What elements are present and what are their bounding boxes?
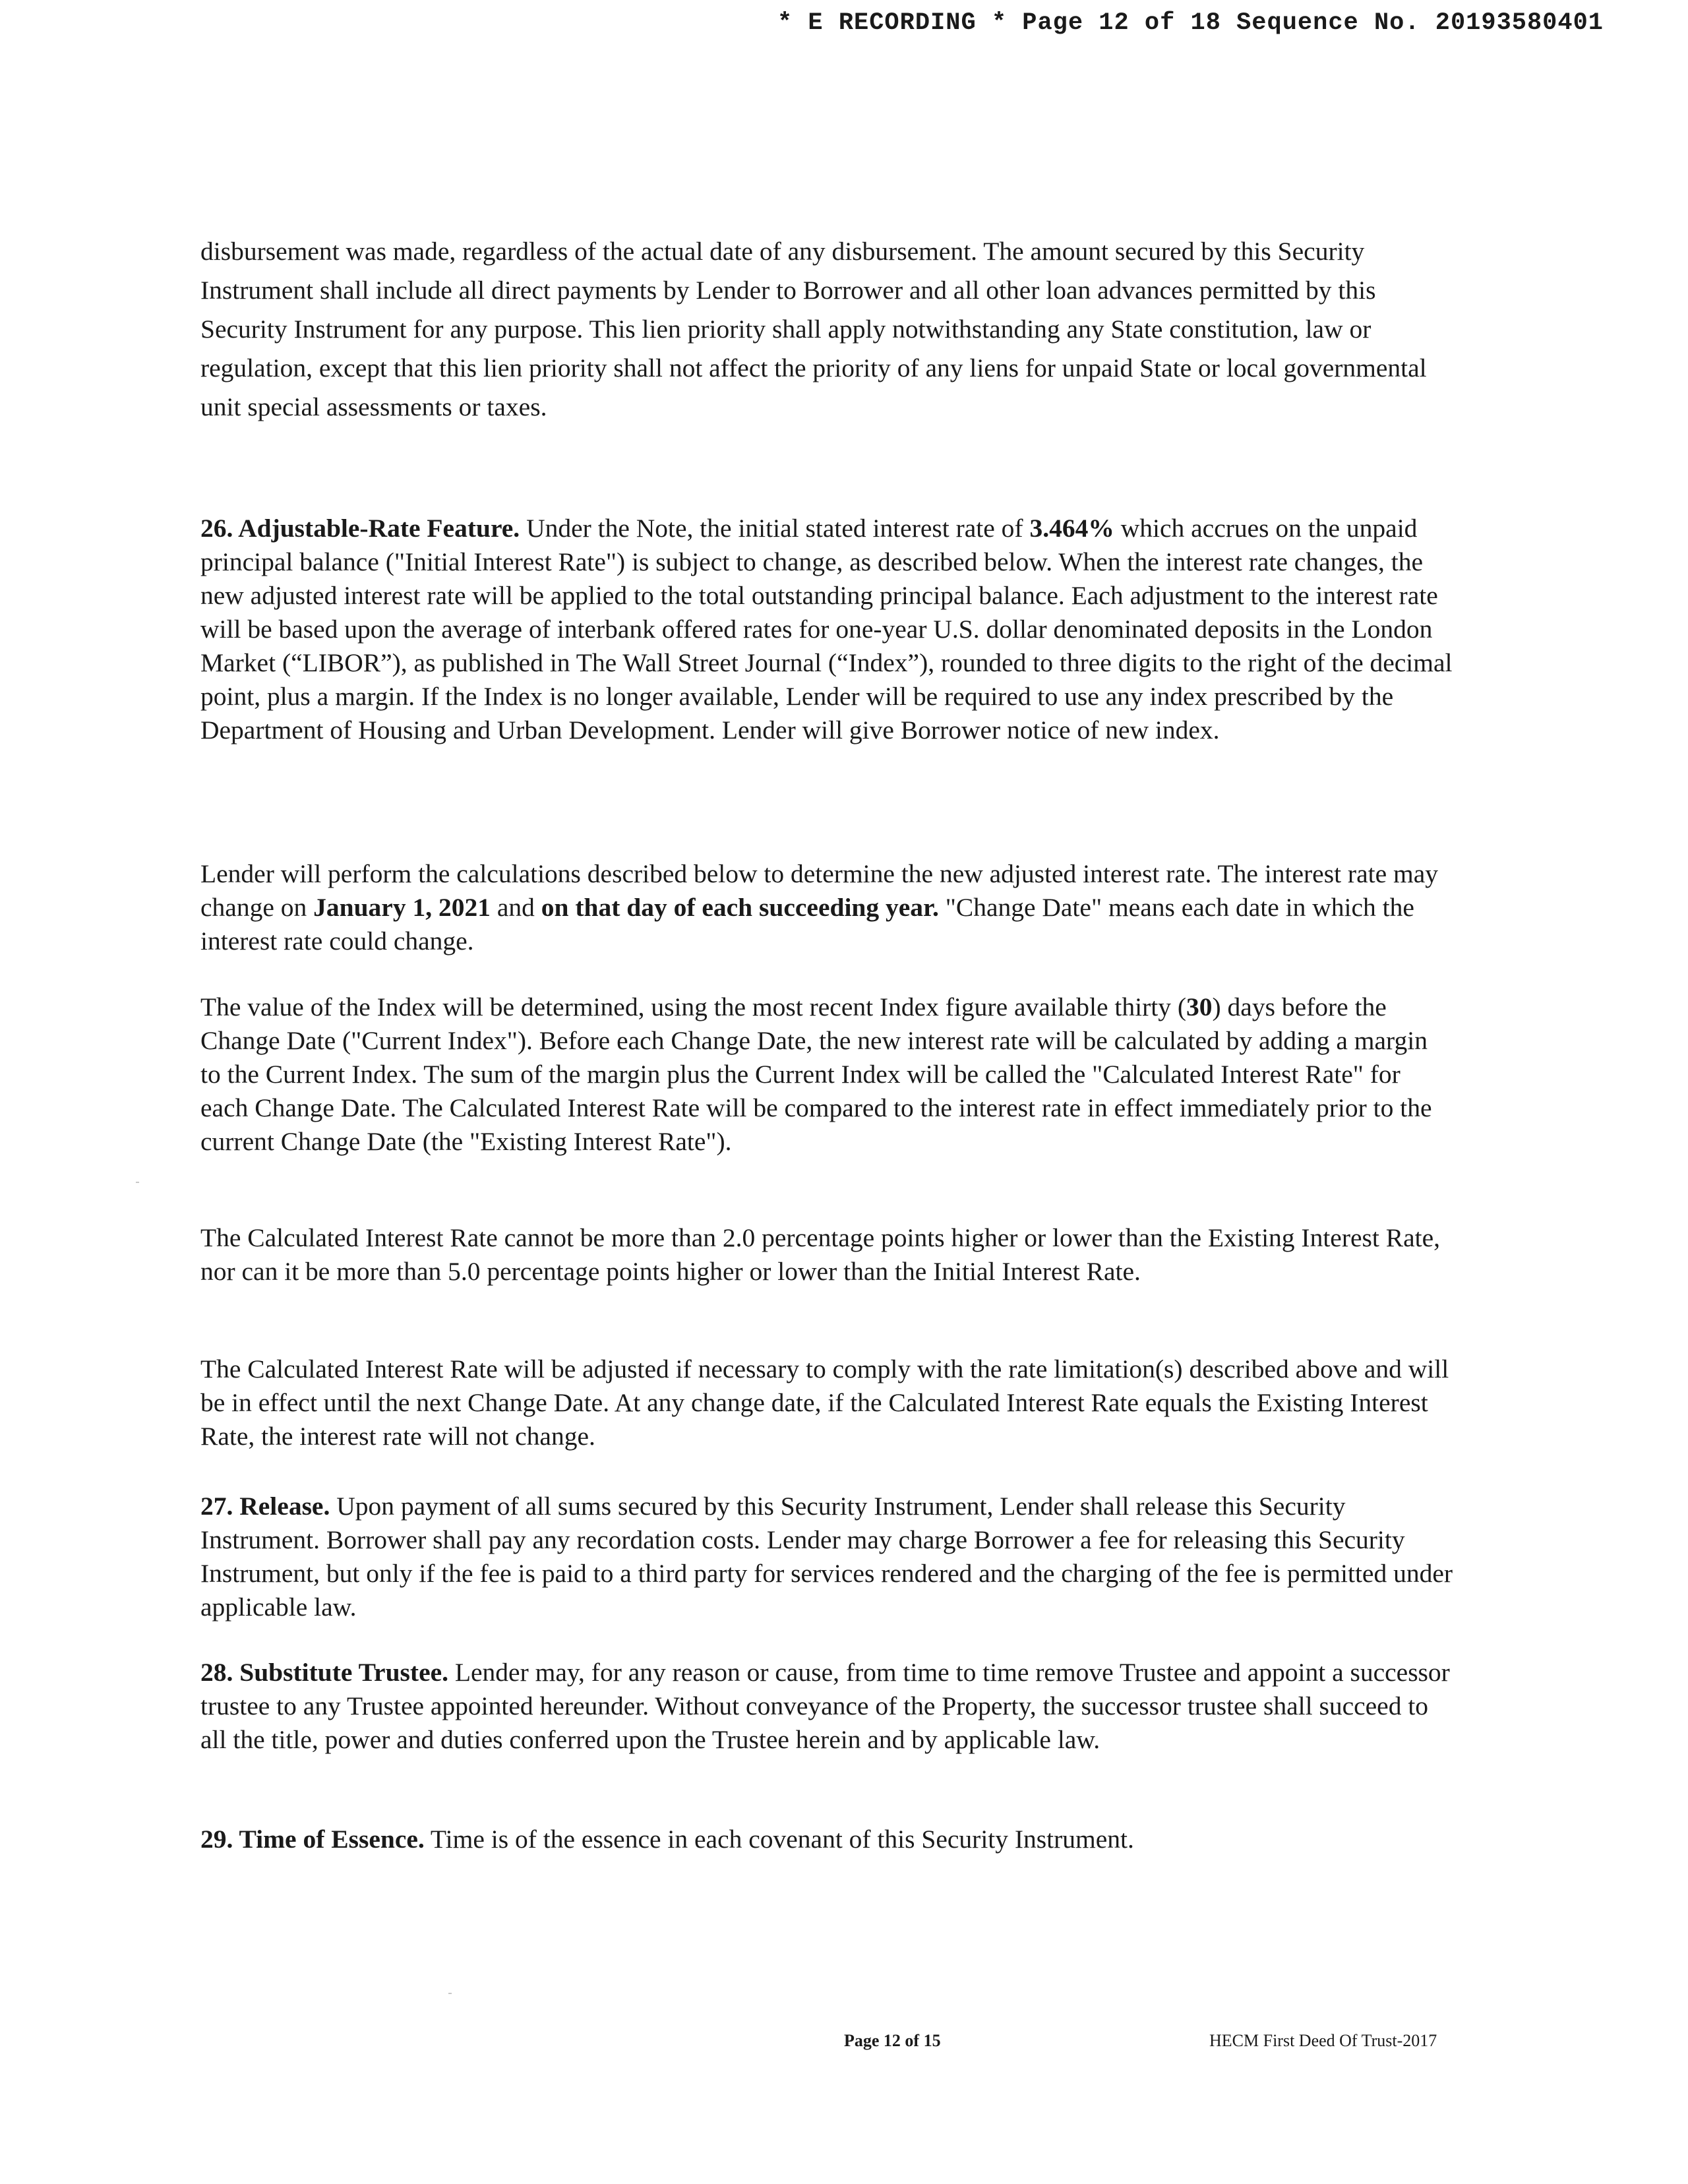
index-text-2: ) days before the Change Date ("Current Index"). Before each Change Date, the new interest rate will be calculated by adding a margin to the Current Index. The sum of the margin plus the Current Index will be called the "Calculated Interest Rate" for each Change Date. The Calculated Interest Rate will be compared to the interest rate in effect immediately prior to the current Change Date (the "Existing Interest Rate"). xyxy=(200,992,1432,1156)
section-28-substitute-trustee xyxy=(200,1656,1453,1757)
calculation-text-3: "Change Date" means each date in which the interest rate could change. xyxy=(200,893,1414,956)
footer-page-number: Page 12 of 15 xyxy=(844,2031,941,2050)
section-29-heading: 29. Time of Essence. xyxy=(200,1825,425,1854)
section-27-text: Upon payment of all sums secured by this Security Instrument, Lender shall release this Security Instrument. Borrower shall pay any recordation costs. Lender may charge Borrower a fee for releasing this Security Instrument, but only if the fee is paid to a third party for services rendered and the charging of the fee is permitted under applicable law. xyxy=(200,1492,1453,1622)
index-text-1: The value of the Index will be determined, using the most recent Index figure available thirty ( xyxy=(200,992,1187,1021)
section-28-text: Lender may, for any reason or cause, from time to time remove Trustee and appoint a successor trustee to any Trustee appointed hereunder. Without conveyance of the Property, the successor trustee shall succeed to all the title, power and duties conferred upon the Trustee herein and by applicable law. xyxy=(200,1658,1450,1754)
section-27-release xyxy=(200,1490,1453,1624)
section-26-adjustable-rate xyxy=(200,512,1453,747)
index-paragraph xyxy=(200,990,1453,1159)
section-29-text: Time is of the essence in each covenant of this Security Instrument. xyxy=(424,1825,1134,1854)
continuation-paragraph xyxy=(200,232,1453,427)
section-26-heading: 26. Adjustable-Rate Feature. xyxy=(200,514,520,543)
rate-cap-text: The Calculated Interest Rate cannot be more than 2.0 percentage points higher or lower than the Existing Interest Rate, nor can it be more than 5.0 percentage points higher or lower than the Initial Interest Rate. xyxy=(200,1223,1440,1286)
rate-adjustment-text: The Calculated Interest Rate will be adjusted if necessary to comply with the rate limitation(s) described above and will be in effect until the next Change Date. At any change date, if the Calculated Interest Rate equals the Existing Interest Rate, the interest rate will not change. xyxy=(200,1354,1449,1451)
continuation-text: disbursement was made, regardless of the actual date of any disbursement. The amount secured by this Security Instrument shall include all direct payments by Lender to Borrower and all other loan advances permitted by this Security Instrument for any purpose. This lien priority shall apply notwithstanding any State constitution, law or regulation, except that this lien priority shall not affect the priority of any liens for unpaid State or local governmental unit special assessments or taxes. xyxy=(200,237,1427,421)
calculation-text-2: and xyxy=(490,893,541,922)
index-lookback-days: 30 xyxy=(1186,992,1213,1021)
section-26-text-1: Under the Note, the initial stated interest rate of xyxy=(520,514,1030,543)
section-27-heading: 27. Release. xyxy=(200,1492,330,1521)
section-29-time-of-essence xyxy=(200,1823,1453,1856)
rate-adjustment-paragraph xyxy=(200,1352,1453,1453)
section-28-heading: 28. Substitute Trustee. xyxy=(200,1658,449,1687)
first-change-date: January 1, 2021 xyxy=(313,893,491,922)
calculation-paragraph xyxy=(200,857,1453,958)
section-26-text-2: which accrues on the unpaid principal balance ("Initial Interest Rate") is subject to change, as described below. When the interest rate changes, the new adjusted interest rate will be applied to the total outstanding principal balance. Each adjustment to the interest rate will be based upon the average of interbank offered rates for one-year U.S. dollar denominated deposits in the London Market (“LIBOR”), as published in The Wall Street Journal (“Index”), rounded to three digits to the right of the decimal point, plus a margin. If the Index is no longer available, Lender will be required to use any index prescribed by the Department of Housing and Urban Development. Lender will give Borrower notice of new index. xyxy=(200,514,1453,744)
rate-cap-paragraph xyxy=(200,1221,1453,1289)
footer-form-name: HECM First Deed Of Trust-2017 xyxy=(1209,2031,1437,2050)
initial-interest-rate: 3.464% xyxy=(1029,514,1114,543)
change-recurrence: on that day of each succeeding year. xyxy=(541,893,939,922)
scan-speck xyxy=(136,1182,139,1183)
recording-stamp: * E RECORDING * Page 12 of 18 Sequence No. 20193580401 xyxy=(777,9,1604,37)
scan-speck xyxy=(448,1993,452,1994)
calculation-text-1: Lender will perform the calculations described below to determine the new adjusted interest rate. The interest rate may change on xyxy=(200,859,1439,922)
